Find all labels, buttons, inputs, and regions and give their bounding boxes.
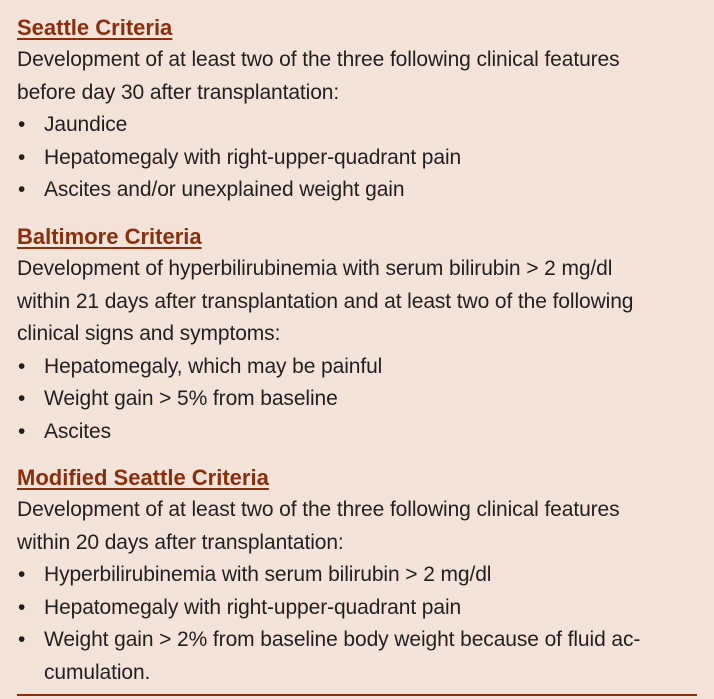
list-item-text: Hepatomegaly with right-upper-quadrant pain [44, 595, 462, 619]
list-item-text: Jaundice [44, 113, 128, 136]
bullet-icon: • [18, 628, 26, 651]
list-item-text: Ascites [44, 419, 111, 443]
list-item-text: Ascites and/or unexplained weight gain [44, 178, 405, 201]
description-line: within 20 days after transplantation: [17, 530, 344, 554]
description-line: Development of at least two of the three following clinical features [17, 498, 620, 521]
list-item-text: Weight gain > 2% from baseline body weight because of fluid ac- cumulation. [44, 628, 641, 684]
list-item [17, 383, 697, 416]
bottom-rule [17, 694, 697, 696]
section-seattle [17, 12, 697, 207]
section-baltimore [17, 221, 697, 448]
criteria-list [17, 559, 697, 689]
section-description [17, 253, 697, 351]
description-line: Development of at least two of the three following clinical features [17, 48, 620, 71]
description-line: within 21 days after transplantation and at least two of the following [17, 289, 634, 313]
list-item-text: Hepatomegaly, which may be painful [44, 354, 383, 378]
list-item [17, 559, 697, 592]
criteria-list [17, 109, 697, 207]
section-heading: Seattle Criteria [17, 15, 173, 40]
bullet-icon: • [18, 419, 26, 443]
list-item [17, 624, 697, 689]
criteria-list [17, 351, 697, 449]
section-heading: Modified Seattle Criteria [17, 465, 269, 490]
section-description [17, 44, 697, 109]
bullet-icon: • [18, 113, 26, 136]
section-description [17, 494, 697, 559]
list-item [17, 592, 697, 625]
bullet-icon: • [18, 563, 26, 586]
description-line: Development of hyperbilirubinemia with serum bilirubin > 2 mg/dl [17, 257, 613, 280]
list-item [17, 142, 697, 175]
section-modified-seattle [17, 462, 697, 689]
list-item [17, 351, 697, 384]
list-item-text: Hyperbilirubinemia with serum bilirubin > 2 mg/dl [44, 563, 492, 586]
bullet-icon: • [18, 595, 26, 619]
bullet-icon: • [18, 387, 26, 410]
description-line: before day 30 after transplantation: [17, 80, 340, 104]
list-item-text: Weight gain > 5% from baseline [44, 387, 338, 410]
section-heading: Baltimore Criteria [17, 224, 202, 249]
list-item-text: Hepatomegaly with right-upper-quadrant pain [44, 145, 462, 169]
list-item [17, 109, 697, 142]
list-item [17, 174, 697, 207]
list-item [17, 416, 697, 449]
bullet-icon: • [18, 145, 26, 169]
description-line: clinical signs and symptoms: [17, 322, 281, 345]
bullet-icon: • [18, 354, 26, 378]
bullet-icon: • [18, 178, 26, 201]
